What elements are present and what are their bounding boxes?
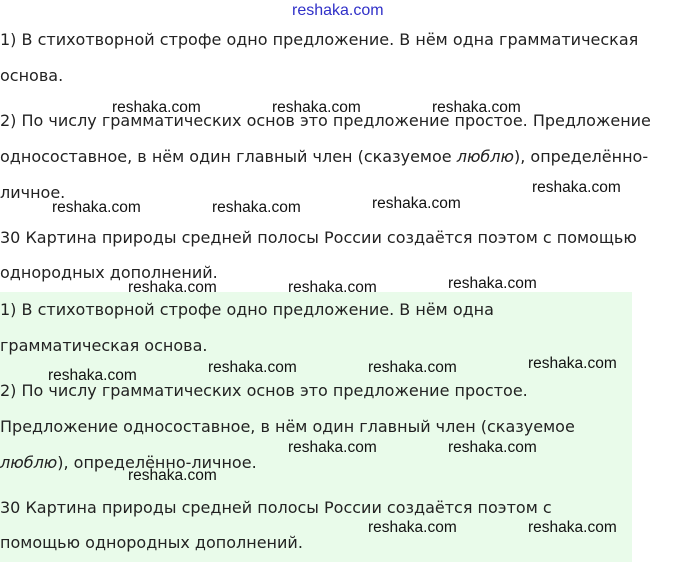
text-segment: ), определённо- [513, 147, 649, 166]
watermark: reshaka.com [372, 195, 461, 212]
paragraph-1-line-1: 1) В стихотворной строфе одно предложение. В нём одна грамматическая [0, 30, 639, 49]
watermark: reshaka.com [272, 99, 361, 116]
paragraph-3-line-2: помощью однородных дополнений. [0, 533, 303, 552]
watermark: reshaka.com [112, 99, 201, 116]
paragraph-2-line-1: 2) По числу грамматических основ это предложение простое. Предложение [0, 111, 651, 130]
paragraph-2-line-1: 2) По числу грамматических основ это предложение простое. [0, 381, 528, 400]
paragraph-1-line-2: грамматическая основа. [0, 336, 208, 355]
watermark: reshaka.com [528, 355, 617, 372]
watermark: reshaka.com [448, 439, 537, 456]
paragraph-3-line-1: 30 Картина природы средней полосы России создаётся поэтом с помощью [0, 228, 637, 247]
paragraph-1-line-1: 1) В стихотворной строфе одно предложение. В нём одна [0, 300, 494, 319]
text-segment: односоставное, в нём один главный член (сказуемое [0, 147, 457, 166]
paragraph-2-line-3: личное. [0, 183, 66, 202]
paragraph-2-line-2 [0, 139, 648, 176]
paragraph-3-line-1: 30 Картина природы средней полосы России создаётся поэтом с [0, 498, 552, 517]
top-watermark: reshaka.com [292, 2, 384, 19]
watermark: reshaka.com [368, 359, 457, 376]
watermark: reshaka.com [128, 467, 217, 484]
watermark: reshaka.com [48, 367, 137, 384]
italic-verb: люблю [456, 147, 514, 166]
watermark: reshaka.com [128, 279, 217, 296]
text-segment: ), определённо-личное. [57, 453, 257, 472]
watermark: reshaka.com [368, 519, 457, 536]
paragraph-3-line-2: однородных дополнений. [0, 263, 218, 282]
paragraph-1-line-2: основа. [0, 66, 64, 85]
paragraph-2-line-2: Предложение односоставное, в нём один главный член (сказуемое [0, 417, 575, 436]
watermark: reshaka.com [52, 199, 141, 216]
watermark: reshaka.com [288, 279, 377, 296]
watermark: reshaka.com [432, 99, 521, 116]
watermark: reshaka.com [208, 359, 297, 376]
watermark: reshaka.com [532, 179, 621, 196]
watermark: reshaka.com [288, 439, 377, 456]
watermark: reshaka.com [528, 519, 617, 536]
watermark: reshaka.com [448, 275, 537, 292]
italic-verb: люблю [0, 453, 58, 472]
watermark: reshaka.com [212, 199, 301, 216]
